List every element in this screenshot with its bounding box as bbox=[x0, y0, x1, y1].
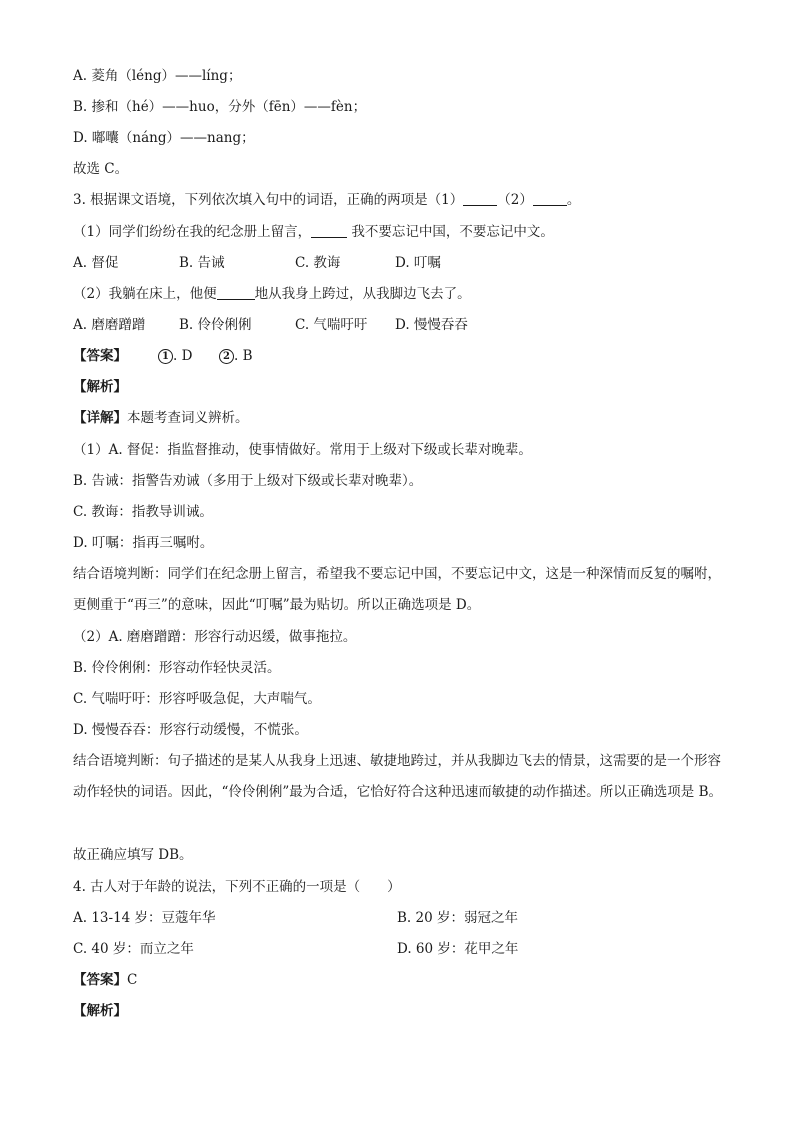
q4-stem: 4. 古人对于年龄的说法，下列不正确的一项是（ ） bbox=[73, 879, 401, 895]
q3-sentence-1-text: （1）同学们纷纷在我的纪念册上留言， bbox=[73, 224, 312, 240]
q3-explanation-2b: B. 伶伶俐俐：形容动作轻快灵活。 bbox=[73, 660, 281, 676]
q3-blank-1 bbox=[463, 191, 497, 206]
q3-blank-2 bbox=[533, 191, 567, 206]
circled-number-2: 2 bbox=[219, 349, 234, 364]
q4-option-d: D. 60 岁：花甲之年 bbox=[397, 941, 519, 957]
q3-2-option-b: B. 伶伶俐俐 bbox=[179, 317, 252, 333]
q3-detail bbox=[73, 408, 734, 428]
q2-option-b-explanation: B. 掺和（hé）——huo，分外（fēn）——fèn； bbox=[73, 99, 367, 115]
q3-answer bbox=[73, 346, 734, 366]
q3-1-option-c: C. 教诲 bbox=[295, 255, 341, 271]
q2-option-d-explanation: D. 嘟囔（náng）——nang； bbox=[73, 130, 255, 146]
q3-explanation-2a: （2）A. 磨磨蹭蹭：形容行动迟缓，做事拖拉。 bbox=[73, 629, 357, 645]
q3-explanation-2c: C. 气喘吁吁：形容呼吸急促，大声喘气。 bbox=[73, 691, 321, 707]
q4-answer bbox=[73, 970, 734, 990]
q3-explanation-1c: C. 教诲：指教导训诫。 bbox=[73, 504, 213, 520]
q3-explanation-1b: B. 告诫：指警告劝诫（多用于上级对下级或长辈对晚辈）。 bbox=[73, 473, 423, 489]
q4-option-b: B. 20 岁：弱冠之年 bbox=[397, 910, 518, 926]
q3-sentence-2 bbox=[73, 284, 734, 304]
q3-stem bbox=[73, 190, 734, 210]
q3-sentence-1 bbox=[73, 222, 734, 242]
answer-part-2 bbox=[219, 346, 253, 366]
q3-sentence-2-text: （2）我躺在床上，他便 bbox=[73, 286, 217, 302]
q2-answer-conclusion: 故选 C。 bbox=[73, 161, 129, 177]
q2-option-a-explanation: A. 菱角（léng）——líng； bbox=[73, 68, 242, 84]
q4-option-a: A. 13-14 岁：豆蔻年华 bbox=[73, 910, 216, 926]
q3-1-option-a: A. 督促 bbox=[73, 255, 119, 271]
q3-judgement-1: 结合语境判断：同学们在纪念册上留言，希望我不要忘记中国，不要忘记中文，这是一种深情而反复的嘱咐，更侧重于“再三”的意味，因此“叮嘱”最为贴切。所以正确选项是 D。 bbox=[73, 566, 721, 613]
q4-options-row-2 bbox=[73, 939, 734, 959]
q4-answer-value: C bbox=[127, 972, 138, 988]
q3-2-option-c: C. 气喘吁吁 bbox=[295, 317, 368, 333]
answer-part-1 bbox=[158, 346, 192, 366]
answer-value-2: . B bbox=[234, 348, 253, 364]
answer-value-1: . D bbox=[173, 348, 193, 364]
q3-sentence-1-blank bbox=[311, 223, 347, 238]
q4-answer-label: 【答案】 bbox=[73, 972, 127, 988]
q3-explanation-1a: （1）A. 督促：指监督推动，使事情做好。常用于上级对下级或长辈对晚辈。 bbox=[73, 442, 532, 458]
q4-option-c: C. 40 岁：而立之年 bbox=[73, 941, 194, 957]
q3-stem-text: 3. 根据课文语境，下列依次填入句中的词语，正确的两项是（1） bbox=[73, 192, 464, 208]
q3-stem-text-3: 。 bbox=[566, 192, 581, 208]
q3-stem-text-2: （2） bbox=[497, 192, 533, 208]
q3-2-option-d: D. 慢慢吞吞 bbox=[395, 317, 468, 333]
q3-sentence-1-text-2: 我不要忘记中国，不要忘记中文。 bbox=[347, 224, 554, 240]
q3-judgement-2: 结合语境判断：句子描述的是某人从我身上迅速、敏捷地跨过，并从我脚边飞去的情景，这需要的是一个形容动作轻快的词语。因此，“伶伶俐俐”最为合适，它恰好符合这种迅速而敏捷的动作描述。所以正确选项是 B。 bbox=[73, 753, 723, 800]
q3-2-option-a: A. 磨磨蹭蹭 bbox=[73, 317, 146, 333]
q3-analysis-label: 【解析】 bbox=[73, 379, 127, 395]
detail-label: 【详解】 bbox=[73, 410, 127, 426]
q4-analysis-label: 【解析】 bbox=[73, 1003, 127, 1019]
q3-explanation-2d: D. 慢慢吞吞：形容行动缓慢，不慌张。 bbox=[73, 722, 308, 738]
q3-explanation-1d: D. 叮嘱：指再三嘱咐。 bbox=[73, 535, 214, 551]
q3-final-answer: 故正确应填写 DB。 bbox=[73, 847, 193, 863]
q3-sentence-2-text-2: 地从我身上跨过，从我脚边飞去了。 bbox=[254, 286, 471, 302]
q3-sentence-2-blank bbox=[217, 285, 255, 300]
detail-text: 本题考查词义辨析。 bbox=[127, 410, 249, 426]
q3-1-option-b: B. 告诫 bbox=[179, 255, 225, 271]
answer-label: 【答案】 bbox=[73, 348, 127, 364]
q4-options-row-1 bbox=[73, 908, 734, 928]
q3-1-option-d: D. 叮嘱 bbox=[395, 255, 441, 271]
circled-number-1: 1 bbox=[158, 349, 173, 364]
